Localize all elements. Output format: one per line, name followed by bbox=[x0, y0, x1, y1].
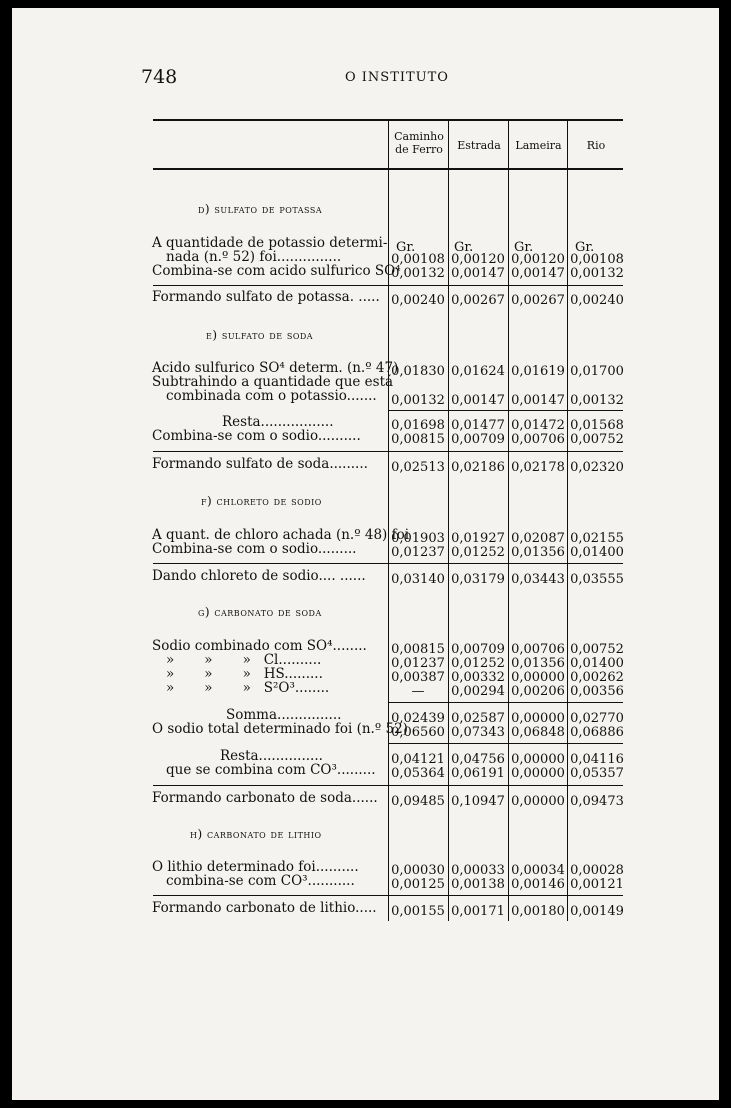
cell-value: 0,00000 bbox=[511, 752, 565, 767]
cell-value: 0,02439 bbox=[391, 711, 445, 726]
cell-value: 0,02087 bbox=[511, 531, 565, 546]
cell-value: 0,06886 bbox=[570, 725, 624, 740]
cell-value: 0,00149 bbox=[570, 904, 624, 919]
row-label: Formando sulfato de soda......... bbox=[152, 456, 368, 472]
cell-value: 0,00267 bbox=[511, 293, 565, 308]
cell-value: 0,00240 bbox=[570, 293, 624, 308]
cell-value: 0,00138 bbox=[451, 877, 505, 892]
cell-value: 0,02587 bbox=[451, 711, 505, 726]
section-title: f) chloreto de sodio bbox=[201, 494, 322, 508]
cell-value: Gr. bbox=[575, 240, 595, 255]
cell-value: 0,01400 bbox=[570, 545, 624, 560]
cell-value: 0,00146 bbox=[511, 877, 565, 892]
row-label: Combina-se com o sodio......... bbox=[152, 541, 357, 557]
cell-value: — bbox=[411, 684, 425, 699]
row-label: combinada com o potassio....... bbox=[166, 388, 377, 404]
cell-value: 0,04121 bbox=[391, 752, 445, 767]
cell-value: 0,05364 bbox=[391, 766, 445, 781]
cell-value: 0,00356 bbox=[570, 684, 624, 699]
cell-value: 0,03555 bbox=[570, 572, 624, 587]
cell-value: 0,00132 bbox=[391, 393, 445, 408]
cell-value: 0,00294 bbox=[451, 684, 505, 699]
cell-value: 0,02513 bbox=[391, 460, 445, 475]
cell-value: 0,10947 bbox=[451, 794, 505, 809]
cell-value: 0,02155 bbox=[570, 531, 624, 546]
cell-value: 0,00033 bbox=[451, 863, 505, 878]
row-label: Resta............... bbox=[220, 748, 323, 764]
cell-value: 0,06848 bbox=[511, 725, 565, 740]
cell-value: 0,00034 bbox=[511, 863, 565, 878]
row-label: A quantidade de potassio determi- bbox=[152, 235, 388, 251]
cell-value: 0,00815 bbox=[391, 642, 445, 657]
cell-value: 0,00706 bbox=[511, 432, 565, 447]
cell-value: 0,00332 bbox=[451, 670, 505, 685]
row-label: que se combina com CO³......... bbox=[166, 762, 376, 778]
cell-value: 0,00120 bbox=[511, 252, 565, 267]
cell-value: 0,00028 bbox=[570, 863, 624, 878]
cell-value: 0,00262 bbox=[570, 670, 624, 685]
cell-value: 0,01903 bbox=[391, 531, 445, 546]
cell-value: 0,03443 bbox=[511, 572, 565, 587]
cell-value: 0,00147 bbox=[451, 393, 505, 408]
cell-value: 0,00000 bbox=[511, 766, 565, 781]
cell-value: 0,00709 bbox=[451, 642, 505, 657]
cell-value: 0,00706 bbox=[511, 642, 565, 657]
row-label: Dando chloreto de sodio.... ...... bbox=[152, 568, 366, 584]
sum-rule bbox=[153, 451, 623, 452]
row-label: Formando carbonato de lithio..... bbox=[152, 900, 377, 916]
sum-rule bbox=[153, 785, 623, 786]
section-title: d) sulfato de potassa bbox=[198, 202, 323, 216]
cell-value: 0,00132 bbox=[570, 266, 624, 281]
cell-value: 0,00000 bbox=[511, 794, 565, 809]
cell-value: 0,00000 bbox=[511, 670, 565, 685]
cell-value: 0,00171 bbox=[451, 904, 505, 919]
section-title: h) carbonato de lithio bbox=[190, 827, 322, 841]
cell-value: 0,00147 bbox=[511, 266, 565, 281]
cell-value: 0,01619 bbox=[511, 364, 565, 379]
cell-value: 0,02320 bbox=[570, 460, 624, 475]
sum-rule bbox=[153, 563, 623, 564]
cell-value: 0,03140 bbox=[391, 572, 445, 587]
cell-value: 0,01700 bbox=[570, 364, 624, 379]
cell-value: 0,01927 bbox=[451, 531, 505, 546]
cell-value: 0,01356 bbox=[511, 656, 565, 671]
cell-value: 0,00180 bbox=[511, 904, 565, 919]
sum-rule bbox=[388, 410, 623, 411]
row-label: Subtrahindo a quantidade que está bbox=[152, 374, 394, 390]
cell-value: Gr. bbox=[514, 240, 534, 255]
cell-value: 0,09485 bbox=[391, 794, 445, 809]
row-label: » » » Cl.......... bbox=[166, 652, 322, 668]
cell-value: 0,01400 bbox=[570, 656, 624, 671]
sum-rule bbox=[153, 285, 623, 286]
row-label: Formando carbonato de soda...... bbox=[152, 790, 378, 806]
cell-value: 0,00815 bbox=[391, 432, 445, 447]
cell-value: 0,00387 bbox=[391, 670, 445, 685]
cell-value: Gr. bbox=[454, 240, 474, 255]
cell-value: 0,03179 bbox=[451, 572, 505, 587]
row-label: Resta................. bbox=[222, 414, 334, 430]
column-header-caminho: Caminho de Ferro bbox=[394, 130, 444, 156]
cell-value: 0,00125 bbox=[391, 877, 445, 892]
running-title: O INSTITUTO bbox=[345, 70, 449, 85]
cell-value: 0,00030 bbox=[391, 863, 445, 878]
cell-value: 0,00000 bbox=[511, 711, 565, 726]
cell-value: 0,00108 bbox=[570, 252, 624, 267]
row-label: Sodio combinado com SO⁴........ bbox=[152, 638, 367, 654]
row-label: Combina-se com acido sulfurico SO⁴ bbox=[152, 263, 401, 279]
section-title: e) sulfato de soda bbox=[206, 328, 314, 342]
row-label: » » » HS......... bbox=[166, 666, 323, 682]
cell-value: 0,05357 bbox=[570, 766, 624, 781]
cell-value: 0,01472 bbox=[511, 418, 565, 433]
cell-value: 0,02770 bbox=[570, 711, 624, 726]
column-divider-1 bbox=[388, 121, 389, 921]
row-label: combina-se com CO³........... bbox=[166, 873, 355, 889]
cell-value: 0,00147 bbox=[511, 393, 565, 408]
cell-value: 0,07343 bbox=[451, 725, 505, 740]
row-label: Acido sulfurico SO⁴ determ. (n.º 47) bbox=[152, 360, 399, 376]
cell-value: 0,02186 bbox=[451, 460, 505, 475]
cell-value: 0,01237 bbox=[391, 656, 445, 671]
column-header-rio: Rio bbox=[586, 139, 606, 152]
sum-rule bbox=[153, 895, 623, 896]
cell-value: 0,04116 bbox=[570, 752, 624, 767]
cell-value: 0,01830 bbox=[391, 364, 445, 379]
cell-value: 0,04756 bbox=[451, 752, 505, 767]
cell-value: 0,00132 bbox=[570, 393, 624, 408]
cell-value: 0,01477 bbox=[451, 418, 505, 433]
cell-value: 0,01356 bbox=[511, 545, 565, 560]
row-label: nada (n.º 52) foi............... bbox=[166, 249, 342, 265]
section-title: g) carbonato de soda bbox=[198, 605, 322, 619]
cell-value: 0,01252 bbox=[451, 545, 505, 560]
cell-value: 0,00267 bbox=[451, 293, 505, 308]
column-header-estrada: Estrada bbox=[457, 139, 501, 152]
cell-value: 0,06560 bbox=[391, 725, 445, 740]
cell-value: 0,01624 bbox=[451, 364, 505, 379]
cell-value: 0,00206 bbox=[511, 684, 565, 699]
cell-value: 0,09473 bbox=[570, 794, 624, 809]
cell-value: 0,01698 bbox=[391, 418, 445, 433]
sum-rule bbox=[388, 743, 623, 744]
cell-value: Gr. bbox=[396, 240, 416, 255]
cell-value: 0,01568 bbox=[570, 418, 624, 433]
cell-value: 0,00155 bbox=[391, 904, 445, 919]
row-label: A quant. de chloro achada (n.º 48) foi bbox=[152, 527, 410, 543]
cell-value: 0,01252 bbox=[451, 656, 505, 671]
cell-value: 0,00147 bbox=[451, 266, 505, 281]
sum-rule bbox=[388, 702, 623, 703]
cell-value: 0,00120 bbox=[451, 252, 505, 267]
row-label: Combina-se com o sodio.......... bbox=[152, 428, 361, 444]
row-label: O sodio total determinado foi (n.º 52) bbox=[152, 721, 408, 737]
row-label: Formando sulfato de potassa. ..... bbox=[152, 289, 380, 305]
cell-value: 0,01237 bbox=[391, 545, 445, 560]
cell-value: 0,06191 bbox=[451, 766, 505, 781]
column-header-lameira: Lameira bbox=[515, 139, 562, 152]
page-number: 748 bbox=[141, 66, 178, 88]
row-label: » » » S²O³........ bbox=[166, 680, 330, 696]
row-label: Somma............... bbox=[226, 707, 342, 723]
cell-value: 0,00752 bbox=[570, 432, 624, 447]
cell-value: 0,00108 bbox=[391, 252, 445, 267]
cell-value: 0,00132 bbox=[391, 266, 445, 281]
cell-value: 0,00240 bbox=[391, 293, 445, 308]
cell-value: 0,00121 bbox=[570, 877, 624, 892]
cell-value: 0,00709 bbox=[451, 432, 505, 447]
cell-value: 0,00752 bbox=[570, 642, 624, 657]
row-label: O lithio determinado foi.......... bbox=[152, 859, 359, 875]
cell-value: 0,02178 bbox=[511, 460, 565, 475]
